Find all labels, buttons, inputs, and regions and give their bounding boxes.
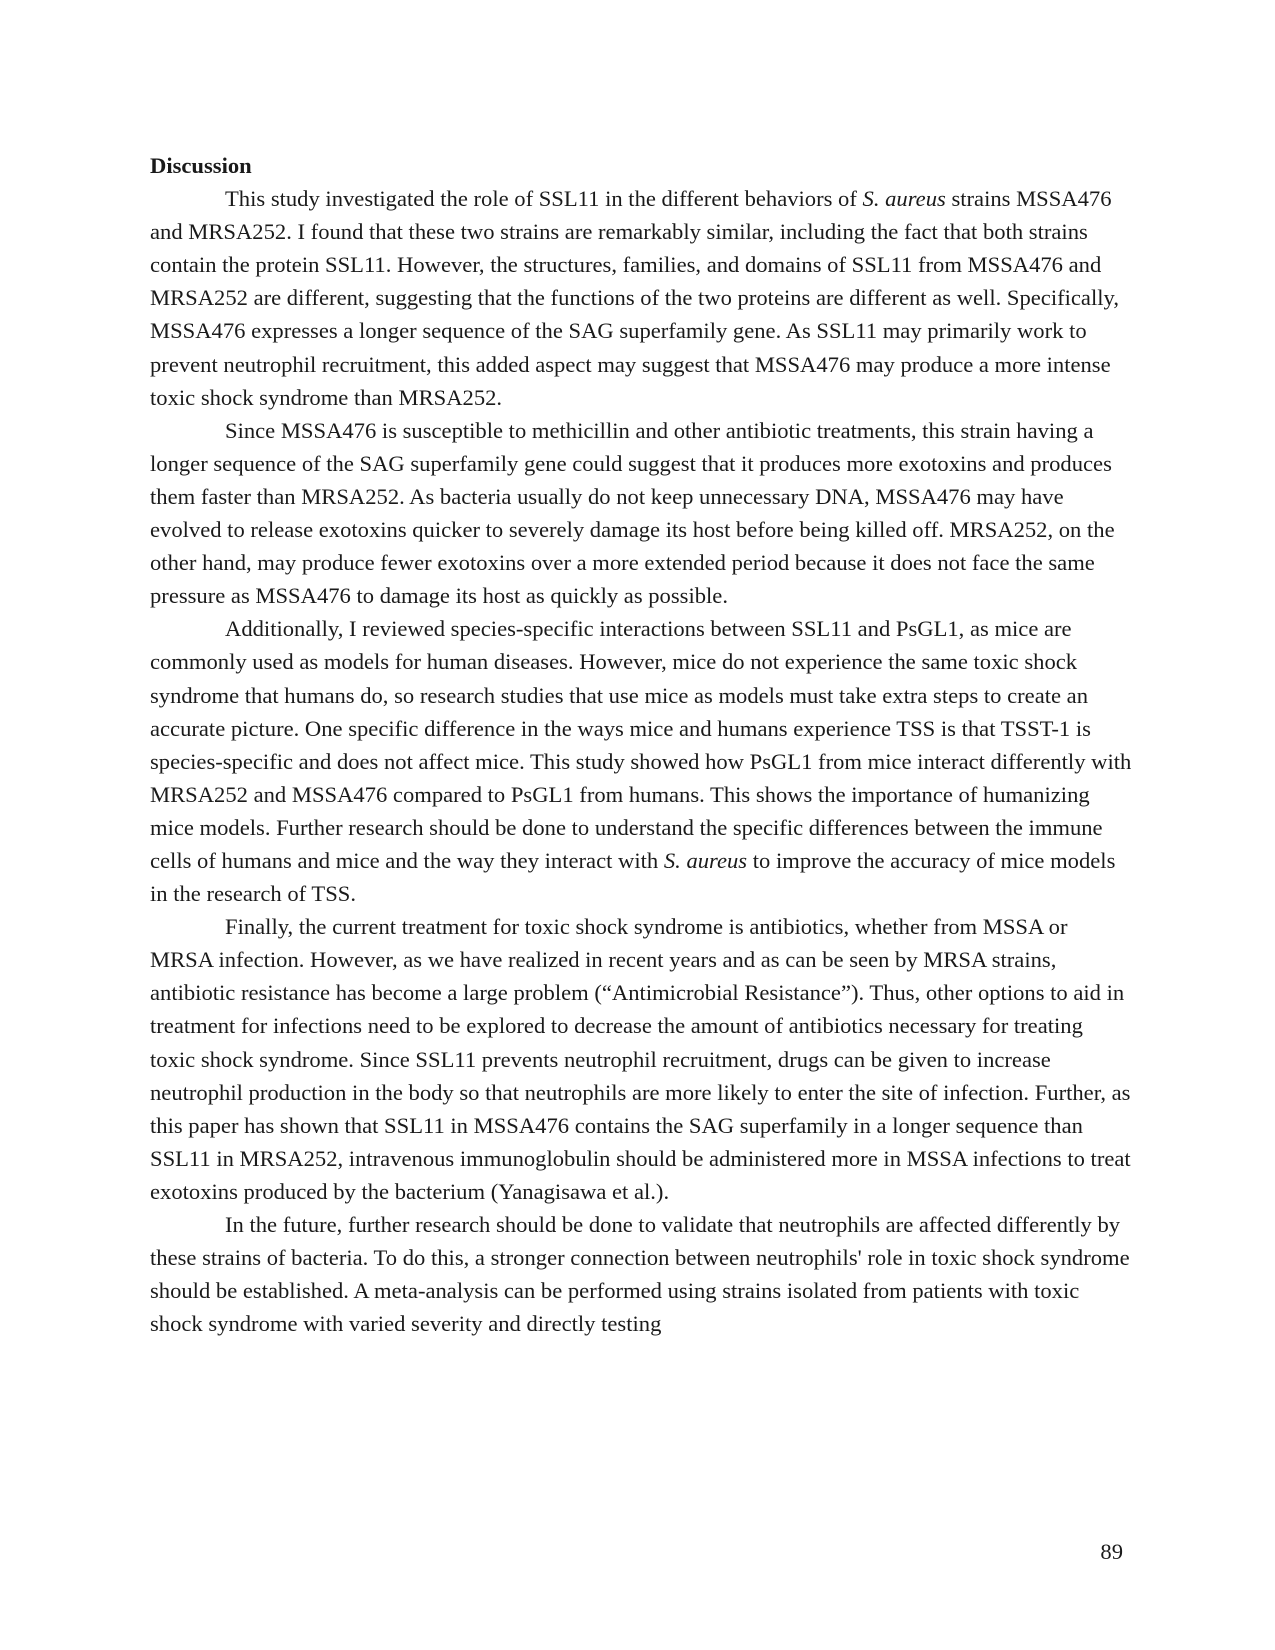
paragraph-text: This study investigated the role of SSL11 in the different behaviors of (225, 186, 863, 212)
species-name-italic: S. aureus (663, 847, 748, 873)
paragraph-5: In the future, further research should be done to validate that neutrophils are affected differently by these strains of bacteria. To do this, a stronger connection between neutrophils' role in toxic shock syndrome should be established. A meta-analysis can be performed using strains isolated from patients with toxic shock syndrome with varied severity and directly testing (150, 1212, 1130, 1337)
paragraph-4: Finally, the current treatment for toxic shock syndrome is antibiotics, whether from MSSA or MRSA infection. However, as we have realized in recent years and as can be seen by MRSA strains, antibiotic resistance has become a large problem (“Antimicrobial Resistance”). Thus, other options to aid in treatment for infections need to be explored to decrease the amount of antibiotics necessary for treating toxic shock syndrome. Since SSL11 prevents neutrophil recruitment, drugs can be given to increase neutrophil production in the body so that neutrophils are more likely to enter the site of infection. Further, as this paper has shown that SSL11 in MSSA476 contains the SAG superfamily in a longer sequence than SSL11 in MRSA252, intravenous immunoglobulin should be administered more in MSSA infections to treat exotoxins produced by the bacterium (Yanagisawa et al.). (150, 914, 1131, 1204)
paragraph-text: strains MSSA476 and MRSA252. I found that these two strains are remarkably similar, including the fact that both strains contain the protein SSL11. However, the structures, families, and domains of SSL11 from MSSA476 and MRSA252 are different, suggesting that the functions of the two proteins are different as well. Specifically, MSSA476 expresses a longer sequence of the SAG superfamily gene. As SSL11 may primarily work to prevent neutrophil recruitment, this added aspect may suggest that MSSA476 may produce a more intense toxic shock syndrome than MRSA252. (150, 186, 1119, 410)
section-heading: Discussion (150, 153, 252, 178)
paragraph-text: Additionally, I reviewed species-specific interactions between SSL11 and PsGL1, as mice are commonly used as models for human diseases. However, mice do not experience the same toxic shock syndrome that humans do, so research studies that use mice as models must take extra steps to create an accurate picture. One specific difference in the ways mice and humans experience TSS is that TSST-1 is species-specific and does not affect mice. This study showed how PsGL1 from mice interact differently with MRSA252 and MSSA476 compared to PsGL1 from humans. This shows the importance of humanizing mice models. Further research should be done to understand the specific differences between the immune cells of humans and mice and the way they interact with (150, 616, 1132, 873)
page-number: 89 (1100, 1539, 1123, 1564)
paragraph-2: Since MSSA476 is susceptible to methicillin and other antibiotic treatments, this strain having a longer sequence of the SAG superfamily gene could suggest that it produces more exotoxins and produces them faster than MRSA252. As bacteria usually do not keep unnecessary DNA, MSSA476 may have evolved to release exotoxins quicker to severely damage its host before being killed off. MRSA252, on the other hand, may produce fewer exotoxins over a more extended period because it does not face the same pressure as MSSA476 to damage its host as quickly as possible. (150, 417, 1115, 609)
body-text (150, 149, 1133, 1340)
species-name-italic: S. aureus (862, 186, 946, 212)
paragraph-text: to improve the accuracy of mice models in the research of TSS. (150, 847, 1116, 907)
paragraph-3 (150, 612, 1133, 910)
paragraph-1 (150, 182, 1133, 414)
